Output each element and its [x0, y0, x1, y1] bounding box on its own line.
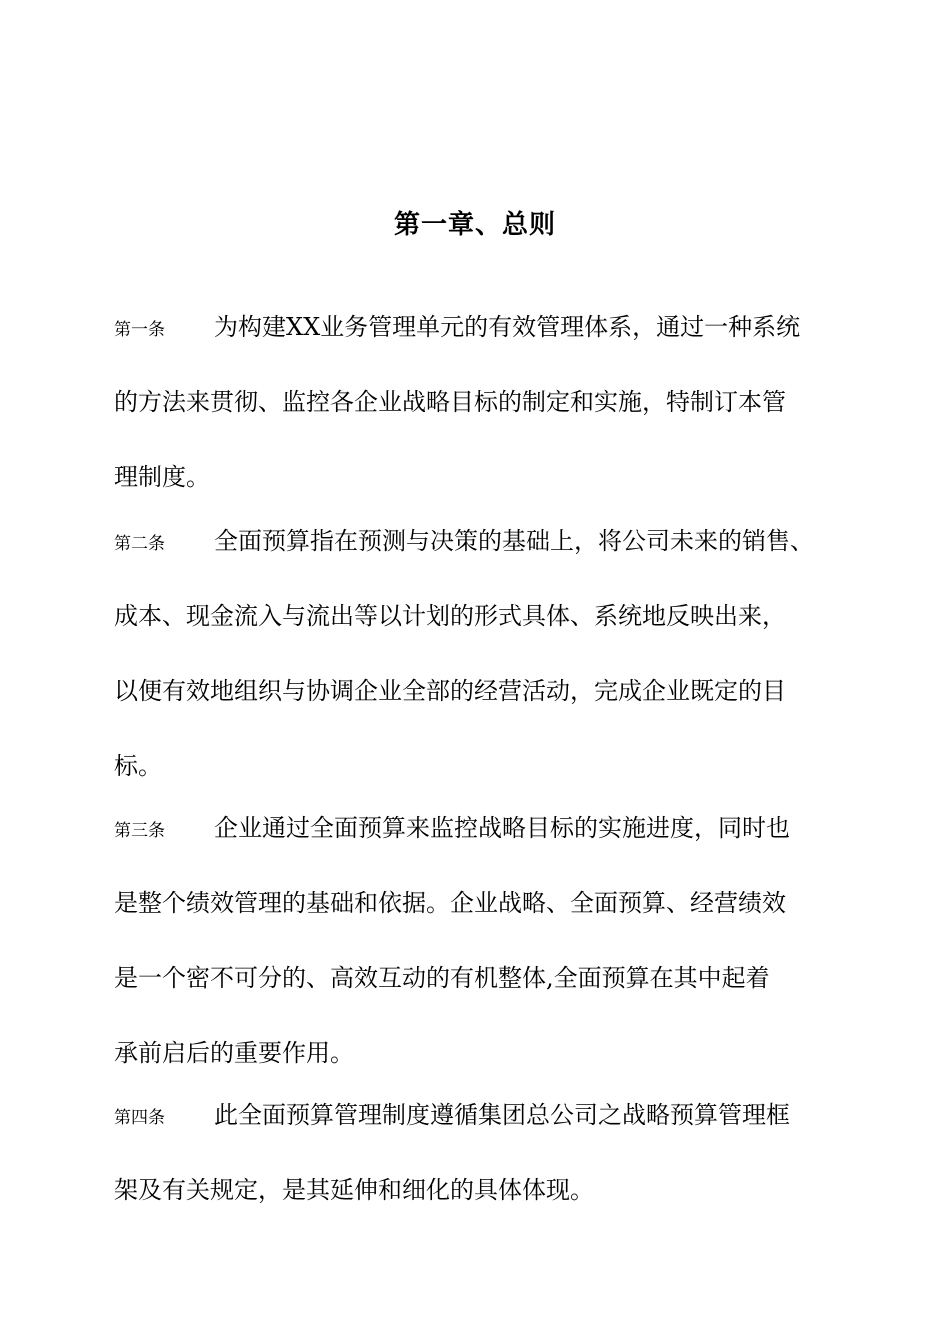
article-3 — [114, 791, 854, 1091]
article-label: 第三条 — [114, 821, 165, 841]
article-line: 架及有关规定，是其延伸和细化的具体体现。 — [114, 1176, 594, 1204]
article-2 — [114, 504, 854, 804]
article-line — [114, 504, 854, 579]
article-line — [114, 290, 854, 365]
article-line: 标。 — [114, 752, 162, 780]
article-text: 为构建XX业务管理单元的有效管理体系，通过一种系统 — [214, 313, 801, 341]
article-line: 承前启后的重要作用。 — [114, 1039, 354, 1067]
article-label: 第一条 — [114, 320, 165, 340]
article-4 — [114, 1078, 854, 1228]
article-text: 企业通过全面预算来监控战略目标的实施进度，同时也 — [214, 814, 790, 842]
article-text: 全面预算指在预测与决策的基础上，将公司未来的销售、 — [214, 527, 814, 555]
article-line: 是一个密不可分的、高效互动的有机整体,全面预算在其中起着 — [114, 964, 770, 992]
article-text: 此全面预算管理制度遵循集团总公司之战略预算管理框 — [214, 1101, 790, 1129]
article-line: 以便有效地组织与协调企业全部的经营活动，完成企业既定的目 — [114, 677, 786, 705]
article-line: 理制度。 — [114, 463, 210, 491]
article-line: 是整个绩效管理的基础和依据。企业战略、全面预算、经营绩效 — [114, 889, 786, 917]
article-label: 第二条 — [114, 534, 165, 554]
article-line — [114, 791, 854, 866]
article-line — [114, 1078, 854, 1153]
article-line: 成本、现金流入与流出等以计划的形式具体、系统地反映出来， — [114, 602, 786, 630]
article-1 — [114, 290, 854, 515]
chapter-title: 第一章、总则 — [393, 210, 556, 240]
article-line: 的方法来贯彻、监控各企业战略目标的制定和实施，特制订本管 — [114, 388, 786, 416]
article-label: 第四条 — [114, 1108, 165, 1128]
